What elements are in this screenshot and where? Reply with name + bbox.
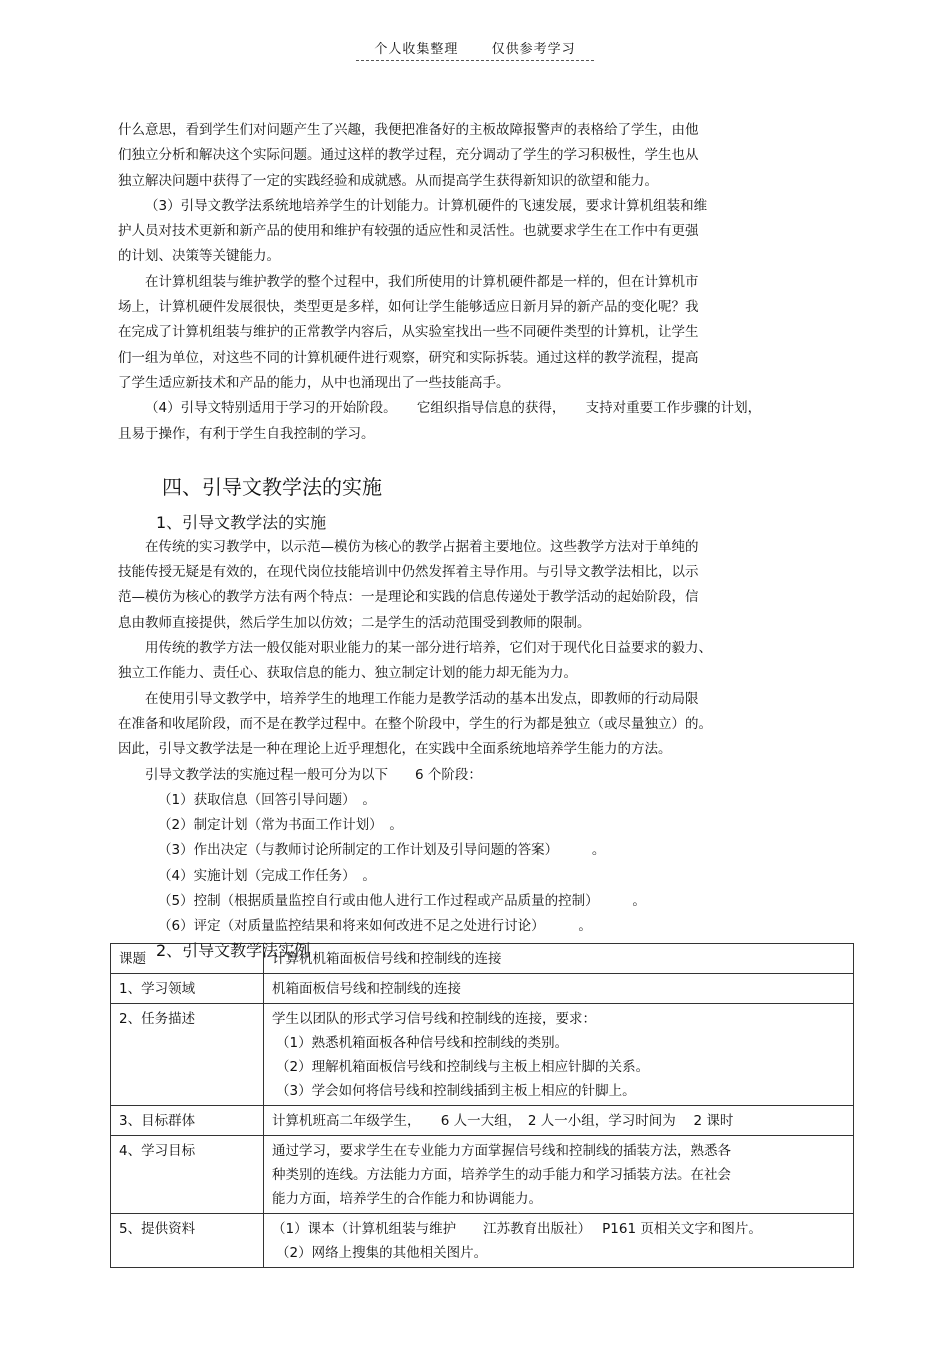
table-row bbox=[111, 974, 854, 1004]
table-content-cell bbox=[264, 1004, 854, 1106]
paragraph-line: 息由教师直接提供，然后学生加以仿效；二是学生的活动范围受到教师的限制。 bbox=[118, 614, 591, 631]
paragraph-line: 用传统的教学方法一般仅能对职业能力的某一部分进行培养，它们对于现代化日益要求的毅力、 bbox=[145, 640, 712, 657]
paragraph-line: 且易于操作，有利于学生自我控制的学习。 bbox=[118, 425, 375, 442]
paragraph-line: 什么意思，看到学生们对问题产生了兴趣，我便把准备好的主板故障报警声的表格给了学生，由他 bbox=[118, 122, 699, 138]
table-cell-line: （2）网络上搜集的其他相关图片。 bbox=[276, 1245, 488, 1261]
table-row bbox=[111, 1004, 854, 1106]
paragraph-line: 的计划、决策等关键能力。 bbox=[118, 248, 280, 265]
stage-item: （3）作出决定（与教师讨论所制定的工作计划及引导问题的答案） 。 bbox=[158, 842, 606, 859]
mid-paragraphs bbox=[118, 535, 830, 788]
table-label-cell: 1、学习领域 bbox=[111, 974, 264, 1004]
paragraph-line: 在完成了计算机组装与维护的正常教学内容后，从实验室找出一些不同硬件类型的计算机，让学生 bbox=[118, 324, 699, 341]
table-row bbox=[111, 1136, 854, 1214]
stage-list bbox=[118, 788, 830, 940]
table-row bbox=[111, 1106, 854, 1136]
table-cell-line: 计算机机箱面板信号线和控制线的连接 bbox=[272, 951, 502, 967]
table-label-cell: 3、目标群体 bbox=[111, 1106, 264, 1136]
table-cell-line: （3）学会如何将信号线和控制线插到主板上相应的针脚上。 bbox=[276, 1083, 636, 1099]
table-row bbox=[111, 944, 854, 974]
table-cell-line: 计算机班高二年级学生， 6 人一大组， 2 人一小组，学习时间为 2 课时 bbox=[272, 1113, 734, 1129]
table-cell-line: （1）课本（计算机组装与维护 江苏教育出版社） P161 页相关文字和图片。 bbox=[272, 1221, 762, 1237]
table-cell-line: 种类别的连线。方法能力方面，培养学生的动手能力和学习插装方法。在社会 bbox=[272, 1167, 731, 1183]
document-body bbox=[118, 118, 830, 964]
paragraph-line: 场上，计算机硬件发展很快，类型更是多样，如何让学生能够适应日新月异的新产品的变化呢？我 bbox=[118, 299, 699, 316]
paragraph-line: 独立工作能力、责任心、获取信息的能力、独立制定计划的能力却无能为力。 bbox=[118, 665, 577, 682]
page-header bbox=[0, 38, 950, 61]
table-cell-line: 机箱面板信号线和控制线的连接 bbox=[272, 981, 461, 997]
paragraph-line: 技能传授无疑是有效的，在现代岗位技能培训中仍然发挥着主导作用。与引导文教学法相比，以示 bbox=[118, 564, 699, 581]
header-right-text: 仅供参考学习 bbox=[491, 42, 576, 57]
example-table bbox=[110, 943, 854, 1268]
table-label-cell: 4、学习目标 bbox=[111, 1136, 264, 1214]
table-cell-line: （2）理解机箱面板信号线和控制线与主板上相应针脚的关系。 bbox=[276, 1059, 650, 1075]
paragraph-line: 范—模仿为核心的教学方法有两个特点：一是理论和实践的信息传递处于教学活动的起始阶段，信 bbox=[118, 589, 699, 606]
subsection-title-1: 1、引导文教学法的实施 bbox=[156, 512, 327, 532]
table-content-cell bbox=[264, 1136, 854, 1214]
paragraph-line: 在使用引导文教学中，培养学生的地理工作能力是教学活动的基本出发点，即教师的行动局限 bbox=[145, 690, 699, 707]
stage-item: （1）获取信息（回答引导问题） 。 bbox=[158, 791, 376, 808]
table-label-cell: 2、任务描述 bbox=[111, 1004, 264, 1106]
stage-item: （2）制定计划（常为书面工作计划） 。 bbox=[158, 817, 403, 834]
stage-item: （4）实施计划（完成工作任务） 。 bbox=[158, 867, 376, 884]
paragraph-line: 引导文教学法的实施过程一般可分为以下 6 个阶段： bbox=[145, 766, 482, 783]
table-content-cell bbox=[264, 974, 854, 1004]
table-content-cell bbox=[264, 944, 854, 974]
table-cell-line: 通过学习，要求学生在专业能力方面掌握信号线和控制线的插装方法，熟悉各 bbox=[272, 1143, 731, 1159]
header-left-text: 个人收集整理 bbox=[374, 42, 459, 57]
stage-item: （6）评定（对质量监控结果和将来如何改进不足之处进行讨论） 。 bbox=[158, 918, 592, 935]
page-header-text bbox=[356, 38, 593, 61]
table-label-cell: 课题 bbox=[111, 944, 264, 974]
table-content-cell bbox=[264, 1214, 854, 1268]
top-paragraphs bbox=[118, 118, 830, 447]
paragraph-line: 因此，引导文教学法是一种在理论上近乎理想化，在实践中全面系统地培养学生能力的方法。 bbox=[118, 741, 672, 758]
stage-item: （5）控制（根据质量监控自行或由他人进行工作过程或产品质量的控制） 。 bbox=[158, 893, 646, 910]
paragraph-line: （4）引导文特别适用于学习的开始阶段。 它组织指导信息的获得， 支持对重要工作步骤的计划， bbox=[145, 400, 762, 417]
paragraph-line: （3）引导文教学法系统地培养学生的计划能力。计算机硬件的飞速发展，要求计算机组装和维 bbox=[145, 197, 708, 214]
table-row bbox=[111, 1214, 854, 1268]
paragraph-line: 了学生适应新技术和产品的能力，从中也涌现出了一些技能高手。 bbox=[118, 374, 510, 391]
paragraph-line: 们独立分析和解决这个实际问题。通过这样的教学过程，充分调动了学生的学习积极性，学生也从 bbox=[118, 147, 699, 164]
subsection-title-2: 2、引导文教学法实例 bbox=[156, 940, 311, 960]
section-title: 四、引导文教学法的实施 bbox=[162, 474, 382, 499]
table-cell-line: 学生以团队的形式学习信号线和控制线的连接，要求： bbox=[272, 1011, 596, 1027]
paragraph-line: 独立解决问题中获得了一定的实践经验和成就感。从而提高学生获得新知识的欲望和能力。 bbox=[118, 172, 658, 189]
paragraph-line: 们一组为单位，对这些不同的计算机硬件进行观察，研究和实际拆装。通过这样的教学流程，提高 bbox=[118, 349, 699, 366]
paragraph-line: 在计算机组装与维护教学的整个过程中，我们所使用的计算机硬件都是一样的，但在计算机市 bbox=[145, 273, 699, 290]
table-cell-line: 能力方面，培养学生的合作能力和协调能力。 bbox=[272, 1191, 542, 1207]
table-label-cell: 5、提供资料 bbox=[111, 1214, 264, 1268]
table-content-cell bbox=[264, 1106, 854, 1136]
paragraph-line: 在准备和收尾阶段，而不是在教学过程中。在整个阶段中，学生的行为都是独立（或尽量独立）的。 bbox=[118, 715, 712, 732]
paragraph-line: 在传统的实习教学中，以示范—模仿为核心的教学占据着主要地位。这些教学方法对于单纯的 bbox=[145, 538, 699, 555]
table-cell-line: （1）熟悉机箱面板各种信号线和控制线的类别。 bbox=[276, 1035, 569, 1051]
paragraph-line: 护人员对技术更新和新产品的使用和维护有较强的适应性和灵活性。也就要求学生在工作中有更强 bbox=[118, 223, 699, 240]
